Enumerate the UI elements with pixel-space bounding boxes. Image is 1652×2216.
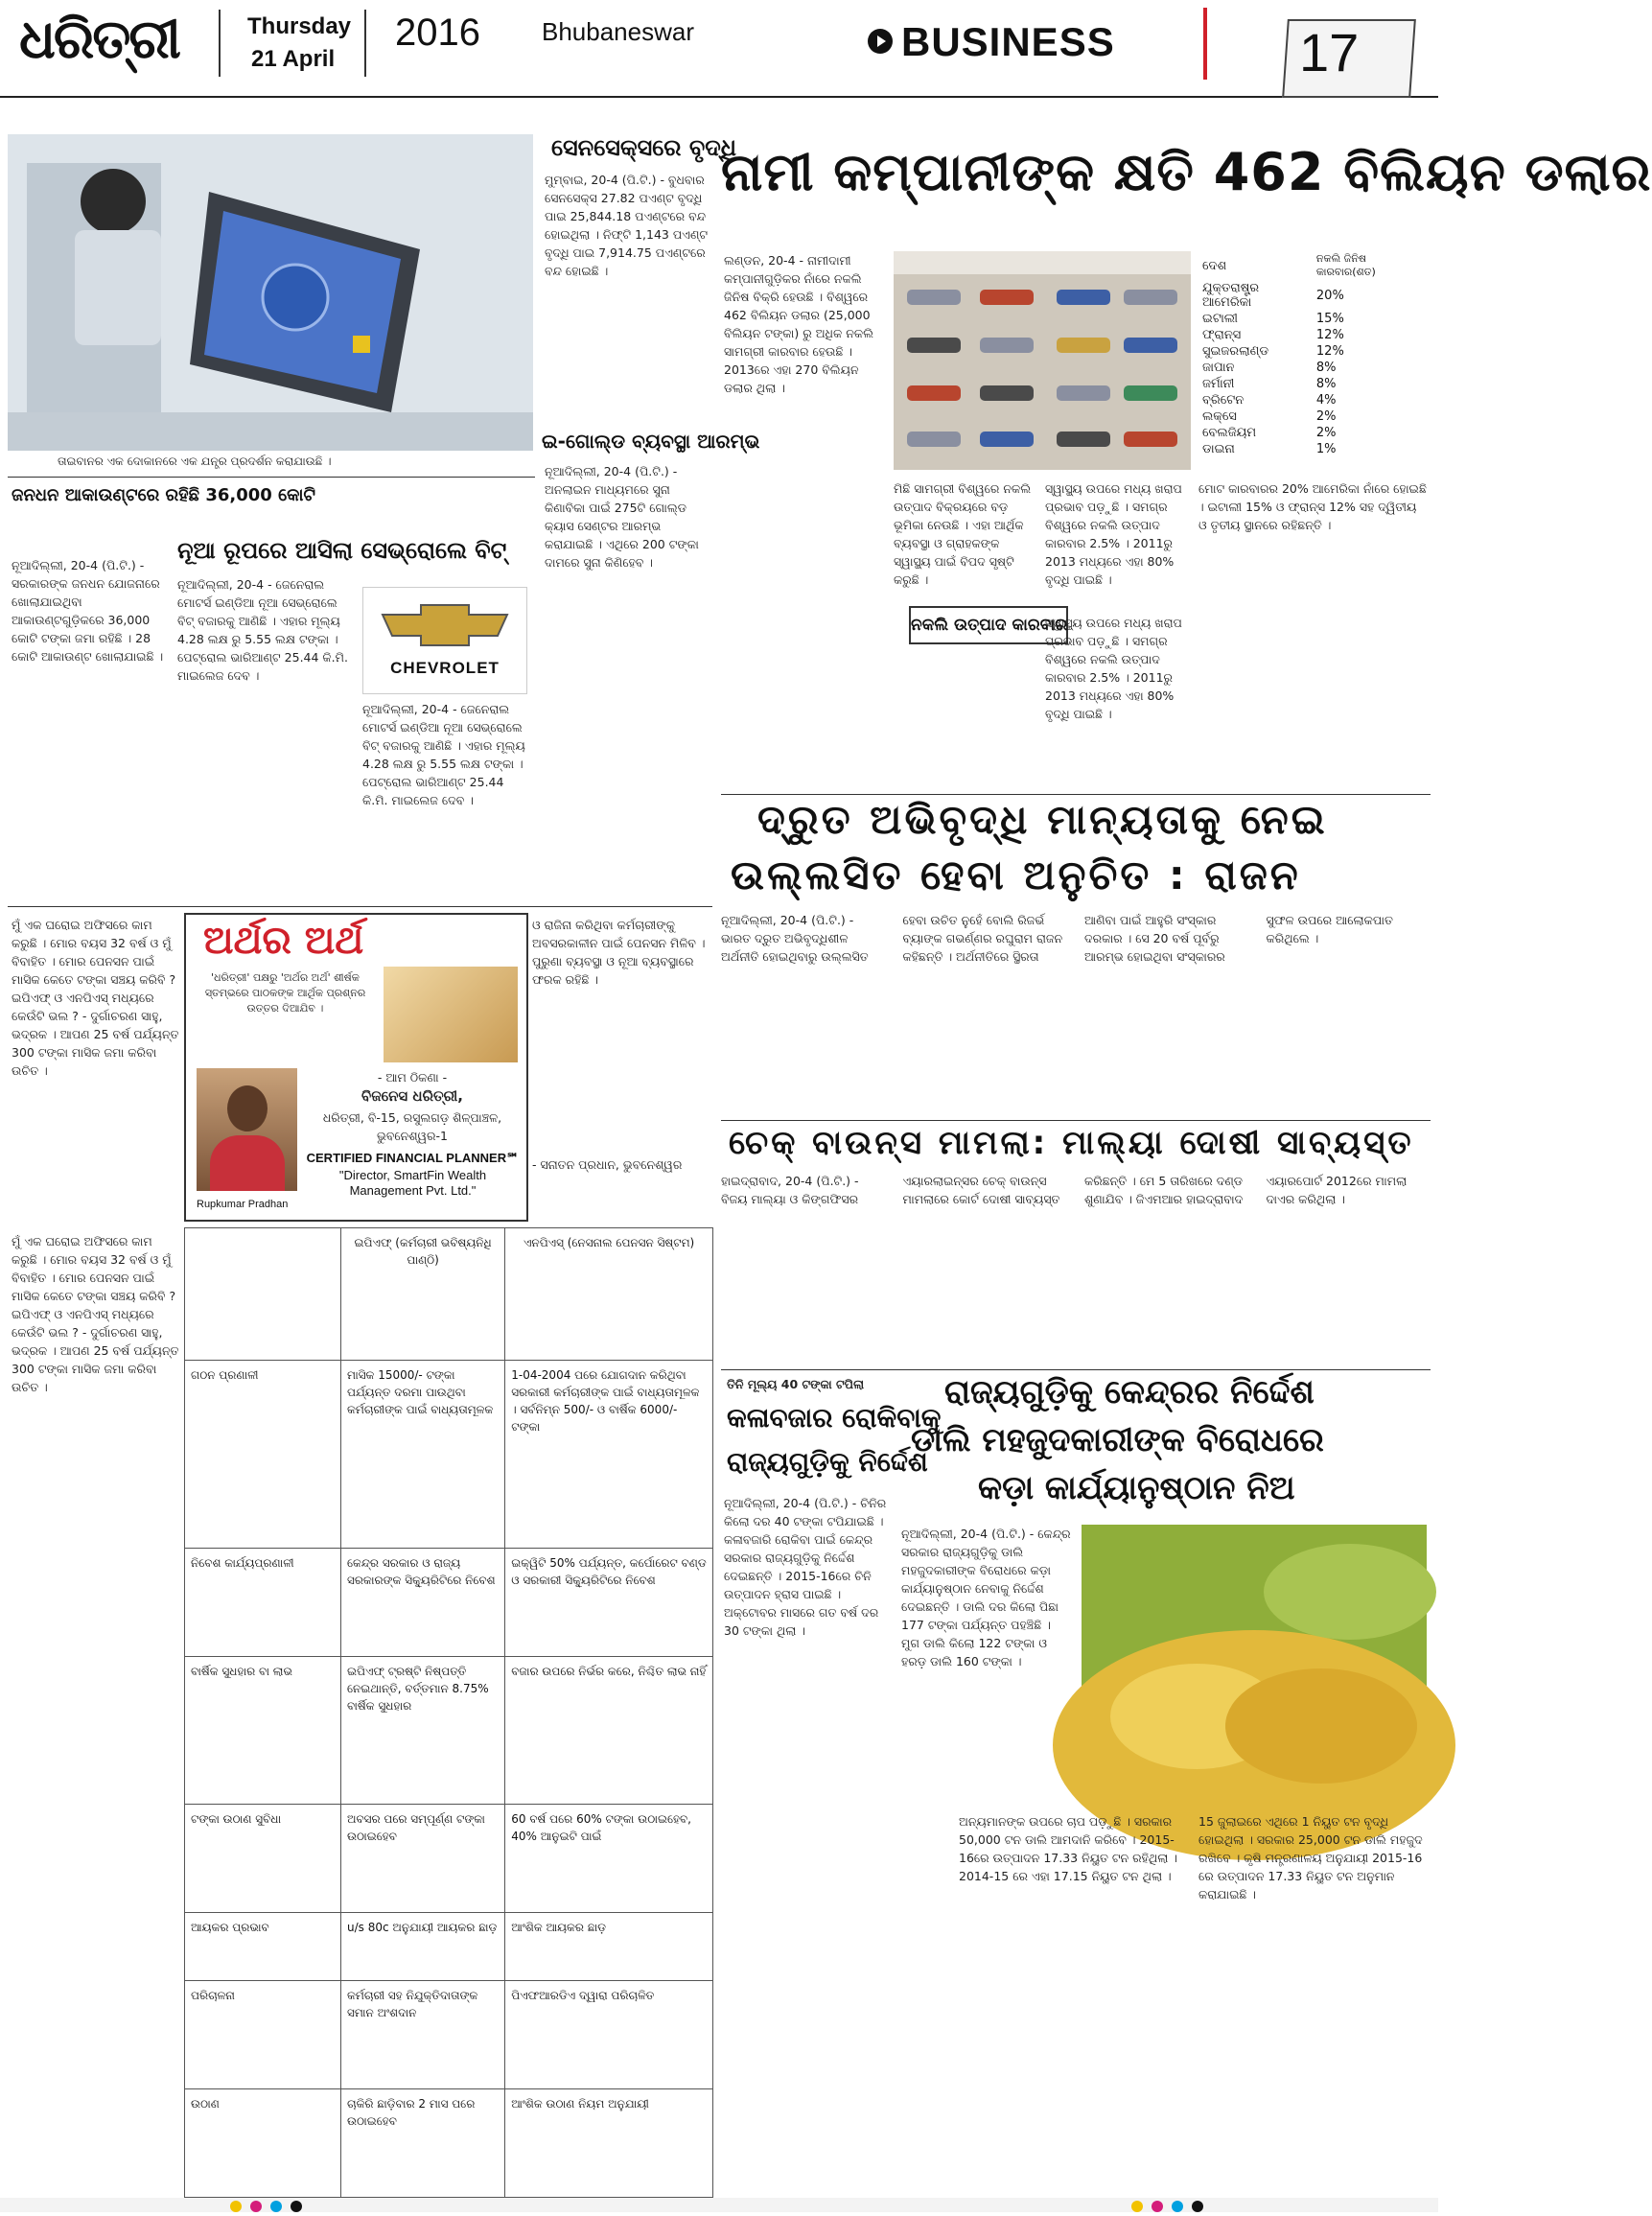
jandhan-headline: ଜନଧନ ଆକାଉଣ୍ଟରେ ରହିଛି 36,000 କୋଟି <box>12 485 315 505</box>
accent-bar <box>1203 8 1207 80</box>
country-share: 15% <box>1315 312 1344 326</box>
pension-cell-label: ଟଙ୍କା ଉଠାଣ ସୁବିଧା <box>185 1805 341 1913</box>
pension-cell-nps: ଇକ୍ୱିଟି 50% ପର୍ଯ୍ୟନ୍ତ, କର୍ପୋରେଟ ବଣ୍ଡ ଓ ସରକାରୀ ସିକ୍ୟୁରିଟିରେ ନିବେଶ <box>505 1548 713 1656</box>
lentils-illustration <box>1082 1525 1427 1803</box>
mallya-headline: ଚେକ୍ ବାଉନ୍ସ ମାମଲା: ମାଲ୍ୟା ଦୋଷୀ ସାବ୍ୟସ୍ତ <box>729 1124 1414 1162</box>
pension-cell-label: ଗଠନ ପ୍ରଣାଳୀ <box>185 1361 341 1549</box>
divider <box>721 794 1431 795</box>
country-name: ଡାଇନା <box>1202 442 1235 456</box>
cyan-dot-icon <box>270 2201 282 2212</box>
country-name: ବେଲଜିୟମ <box>1202 426 1257 440</box>
country-name: ଯୁକ୍ତରାଷ୍ଟ୍ର ଆମେରିକା <box>1202 281 1260 310</box>
pension-row <box>185 1981 713 2089</box>
arthara-person: Rupkumar Pradhan <box>197 1199 289 1210</box>
print-footer <box>0 2198 1438 2212</box>
pension-cell-epf: ଚାକିରି ଛାଡ଼ିବାର 2 ମାସ ପରେ ଉଠାଇହେବ <box>341 2089 505 2198</box>
arthara-signature: - ସନାତନ ପ୍ରଧାନ, ଭୁବନେଶ୍ୱର <box>532 1157 683 1172</box>
country-row <box>1198 360 1429 376</box>
pension-cell-nps: ବଜାର ଉପରେ ନିର୍ଭର କରେ, ନିଶ୍ଚିତ ଲାଭ ନାହିଁ <box>505 1656 713 1804</box>
arthara-cfp: CERTIFIED FINANCIAL PLANNER℠ <box>306 1151 520 1165</box>
kalabazari-headline-line1: କଳାବଜାର ରୋକିବାକୁ <box>727 1402 942 1434</box>
pension-cell-label: ବାର୍ଷିକ ସୁଧହାର ବା ଲାଭ <box>185 1656 341 1804</box>
country-row <box>1198 327 1429 343</box>
pension-col-epf: ଇପିଏଫ୍ (କର୍ମଚାରୀ ଭବିଷ୍ୟନିଧି ପାଣ୍ଠି) <box>341 1228 505 1361</box>
country-row <box>1198 392 1429 408</box>
portrait-head <box>227 1085 268 1131</box>
country-share: 2% <box>1315 409 1337 424</box>
country-row <box>1198 441 1429 457</box>
pension-cell-epf: u/s 80c ଅନୁଯାୟୀ ଆୟକର ଛାଡ଼ <box>341 1912 505 1980</box>
pension-col-nps: ଏନପିଏସ୍ (ନେସନାଲ ପେନସନ ସିଷ୍ଟମ) <box>505 1228 713 1361</box>
pension-row <box>185 1548 713 1656</box>
arthara-address-line1: ବିଜନେସ ଧରିତ୍ରୀ, <box>361 1087 463 1105</box>
rajan-headline-line1: ଦ୍ରୁତ ଅଭିବୃଦ୍ଧି ମାନ୍ୟତାକୁ ନେଇ <box>757 796 1328 843</box>
country-name: ଇଟାଲୀ <box>1202 312 1238 326</box>
fake-story-subhead: ନକଲି ଉତ୍ପାଦ କାରବାର <box>909 606 1068 644</box>
country-row <box>1198 425 1429 441</box>
masthead <box>0 0 1438 98</box>
rajan-headline-line2: ଉଲ୍ଲସିତ ହେବା ଅନୁଚିତ : ରାଜନ <box>731 851 1301 898</box>
rajan-body: ନୂଆଦିଲ୍ଲୀ, 20-4 (ପି.ଟି.) - ଭାରତ ଦ୍ରୁତ ଅଭିବୃଦ୍ଧିଶୀଳ ଅର୍ଥନୀତି ହୋଇଥିବାରୁ ଉଲ୍ଲସିତ ହେବା ଉଚିତ ନୁହେଁ ବୋଲି ରିଜର୍ଭ ବ୍ୟାଙ୍କ ଗଭର୍ଣ୍ଣର ରଘୁରାମ ରାଜନ କହିଛନ୍ତି । ଅର୍ଥନୀତିରେ ସ୍ଥିରତା ଆଣିବା ପାଇଁ ଆହୁରି ସଂସ୍କାର ଦରକାର । ସେ 20 ବର୍ଷ ପୂର୍ବରୁ ଆରମ୍ଭ ହୋଇଥିବା ସଂସ୍କାରର ସୁଫଳ ଉପରେ ଆଲୋକପାତ କରିଥିଲେ । <box>721 913 1393 964</box>
onion-kicker: ତିନି ମୂଲ୍ୟ 40 ଟଙ୍କା ଟପିଲା <box>727 1377 865 1391</box>
sensex-body: ମୁମ୍ବାଇ, 20-4 (ପି.ଟି.) - ବୁଧବାର ସେନସେକ୍ସ 27.82 ପଏଣ୍ଟ ବୃଦ୍ଧି ପାଇ 25,844.18 ପଏଣ୍ଟରେ ବନ୍ଦ ହୋଇଥିଲା । ନିଫ୍ଟି 1,143 ପଏଣ୍ଟ ବୃଦ୍ଧି ପାଇ 7,914.75 ପଏଣ୍ଟରେ ବନ୍ଦ ହୋଇଛି । <box>545 173 709 278</box>
shoe-shop-photo <box>894 251 1191 470</box>
newspaper-logo: ଧରିତ୍ରୀ <box>19 8 179 71</box>
portrait-body <box>210 1135 285 1191</box>
masthead-divider <box>219 10 221 77</box>
pension-cell-epf: ଇପିଏଫ୍ ଟ୍ରଷ୍ଟି ନିଷ୍ପତ୍ତି ନେଇଥାନ୍ତି, ବର୍ତ୍ତମାନ 8.75% ବାର୍ଷିକ ସୁଧହାର <box>341 1656 505 1804</box>
qa-question-top: ମୁଁ ଏକ ଘରୋଇ ଅଫିସରେ କାମ କରୁଛି । ମୋର ବୟସ 32 ବର୍ଷ ଓ ମୁଁ ବିବାହିତ । ମୋର ପେନସନ ପାଇଁ ମାସିକ କେତେ ଟଙ୍କା ସଞ୍ଚୟ କରିବି ? ଇପିଏଫ୍ ଓ ଏନପିଏସ୍ ମଧ୍ୟରେ କେଉଁଟି ଭଲ ? - ଦୁର୍ଗାଚରଣ ସାହୁ, ଭଦ୍ରକ । ଆପଣ 25 ବର୍ଷ ପର୍ଯ୍ୟନ୍ତ 300 ଟଙ୍କା ମାସିକ ଜମା କରିବା ଉଚିତ । <box>12 918 179 1078</box>
dal-body-left: ନୂଆଦିଲ୍ଲୀ, 20-4 (ପି.ଟି.) - କେନ୍ଦ୍ର ସରକାର ରାଜ୍ୟଗୁଡ଼ିକୁ ଡାଲି ମହଜୁଦକାରୀଙ୍କ ବିରୋଧରେ କଡ଼ା କାର୍ଯ୍ୟାନୁଷ୍ଠାନ ନେବାକୁ ନିର୍ଦ୍ଦେଶ ଦେଇଛନ୍ତି । ଡାଲି ଦର କିଲୋ ପିଛା 177 ଟଙ୍କା ପର୍ଯ୍ୟନ୍ତ ପହଞ୍ଚିଛି । ମୁଗ ଡାଲି କିଲୋ 122 ଟଙ୍କା ଓ ହରଡ଼ ଡାଲି 160 ଟଙ୍କା । <box>901 1527 1071 1668</box>
fake-story-col4: ମୋଟ କାରବାରର 20% ଆମେରିକା ନାଁରେ ହୋଇଛି । ଇଟାଲୀ 15% ଓ ଫ୍ରାନ୍ସ 12% ସହ ଦ୍ୱିତୀୟ ଓ ତୃତୀୟ ସ୍ଥାନରେ ରହିଛନ୍ତି । <box>1198 481 1427 532</box>
kalabazari-headline-line2: ରାଜ୍ୟଗୁଡ଼ିକୁ ନିର୍ଦ୍ଦେଶ <box>727 1446 928 1478</box>
pension-cell-nps: ଆଂଶିକ ଆୟକର ଛାଡ଼ <box>505 1912 713 1980</box>
photo-caption: ତାଇବାନର ଏକ ଦୋକାନରେ ଏକ ଯନ୍ତ୍ର ପ୍ରଦର୍ଶନ କରାଯାଉଛି । <box>58 455 332 468</box>
arthara-address-line2: ଧରିତ୍ରୀ, ବି-15, ରସୁଲଗଡ଼ ଶିଳ୍ପାଞ୍ଚଳ, <box>322 1110 502 1125</box>
pension-row <box>185 1805 713 1913</box>
country-share: 20% <box>1315 288 1344 303</box>
pension-cell-epf: ଅବସର ପରେ ସମ୍ପୂର୍ଣ୍ଣ ଟଙ୍କା ଉଠାଇହେବ <box>341 1805 505 1913</box>
chevrolet-logo-text: CHEVROLET <box>390 659 500 677</box>
pension-row <box>185 1361 713 1549</box>
chevrolet-bowtie-icon <box>363 588 526 655</box>
pension-cell-label: ନିବେଶ କାର୍ଯ୍ୟପ୍ରଣାଳୀ <box>185 1548 341 1656</box>
arthara-designation: "Director, SmartFin Wealth Management Pvt. Ltd." <box>338 1168 487 1198</box>
arthara-address-head: - ଆମ ଠିକଣା - <box>377 1070 448 1085</box>
dal-body-right: 15 ଜୁଲାଇରେ ଏଥିରେ 1 ନିୟୁତ ଟନ ବୃଦ୍ଧି ହୋଇଥିଲା । ସରକାର 25,000 ଟନ ଡାଲି ମହଜୁଦ ରଖିବେ । କୃଷି ମନ୍ତ୍ରଣାଳୟ ଅନୁଯାୟୀ 2015-16 ରେ ଉତ୍ପାଦନ 17.33 ନିୟୁତ ଟନ ଅନୁମାନ କରାଯାଇଛି । <box>1198 1814 1423 1901</box>
country-name: ବ୍ରିଟେନ <box>1202 393 1245 408</box>
masthead-day: Thursday <box>247 13 352 39</box>
masthead-date: 21 April <box>251 46 336 72</box>
fake-story-col1: ଲଣ୍ଡନ, 20-4 - ନାମୀଦାମୀ କମ୍ପାନୀଗୁଡ଼ିକର ନାଁରେ ନକଲି ଜିନିଷ ବିକ୍ରି ହେଉଛି । ବିଶ୍ୱରେ 462 ବିଲିୟନ ଡଲାର (25,000 ବିଲିୟନ ଟଙ୍କା) ରୁ ଅଧିକ ନକଲି ସାମଗ୍ରୀ କାରବାର ହେଉଛି । 2013ରେ ଏହା 270 ବିଲିୟନ ଡଲାର ଥିଲା । <box>724 253 873 395</box>
pension-cell-epf: ମାସିକ 15000/- ଟଙ୍କା ପର୍ଯ୍ୟନ୍ତ ଦରମା ପାଉଥିବା କର୍ମଚାରୀଙ୍କ ପାଇଁ ବାଧ୍ୟତାମୂଳକ <box>341 1361 505 1549</box>
country-share: 8% <box>1315 361 1337 375</box>
jandhan-body: ନୂଆଦିଲ୍ଲୀ, 20-4 (ପି.ଟି.) - ସରକାରଙ୍କ ଜନଧନ ଯୋଜନାରେ ଖୋଲାଯାଇଥିବା ଆକାଉଣ୍ଟଗୁଡ଼ିକରେ 36,000 କୋଟି ଟଙ୍କା ଜମା ରହିଛି । 28 କୋଟି ଆକାଉଣ୍ଟ ଖୋଲାଯାଇଛି । <box>12 558 164 664</box>
fake-story-col3b: ସ୍ୱାସ୍ଥ୍ୟ ଉପରେ ମଧ୍ୟ ଖରାପ ପ୍ରଭାବ ପଡ଼ୁଛି । ସମଗ୍ର ବିଶ୍ୱରେ ନକଲି ଉତ୍ପାଦ କାରବାର 2.5% । 2011ରୁ 2013 ମଧ୍ୟରେ ଏହା 80% ବୃଦ୍ଧି ପାଇଛି । <box>1045 616 1182 721</box>
country-name: ଲକ୍ସେ <box>1202 409 1237 424</box>
black-dot-icon <box>1192 2201 1203 2212</box>
arthara-answer: ଓ ରାଜିନା କରିଥିବା କର୍ମଚାରୀଙ୍କୁ ଅବସରକାଳୀନ ପାଇଁ ପେନସନ ମିଳିବ । ପୁରୁଣା ବ୍ୟବସ୍ଥା ଓ ନୂଆ ବ୍ୟବସ୍ଥାରେ ଫରକ ରହିଛି । <box>532 918 706 987</box>
machine-photo-illustration <box>8 134 533 451</box>
main-headline: ନାମୀ କମ୍ପାନୀଙ୍କ କ୍ଷତି 462 ବିଲିୟନ ଡଲାର <box>721 142 1652 202</box>
masthead-year: 2016 <box>395 12 480 54</box>
country-name: ଫ୍ରାନ୍ସ <box>1202 328 1242 342</box>
black-dot-icon <box>291 2201 302 2212</box>
egold-headline: ଇ-ଗୋଲ୍ଡ ବ୍ୟବସ୍ଥା ଆରମ୍ଭ <box>542 430 760 453</box>
section-title: BUSINESS <box>901 19 1115 64</box>
money-fan-image <box>384 967 518 1062</box>
country-name: ଜର୍ମାନୀ <box>1202 377 1235 391</box>
country-share: 2% <box>1315 426 1337 440</box>
pension-row <box>185 1912 713 1980</box>
country-row <box>1198 343 1429 360</box>
country-row <box>1198 280 1429 311</box>
egold-body: ନୂଆଦିଲ୍ଲୀ, 20-4 (ପି.ଟି.) - ଅନଲାଇନ ମାଧ୍ୟମରେ ସୁନା କିଣାବିକା ପାଇଁ 275ଟି ଗୋଲ୍ଡ କ୍ୟାସ ସେଣ୍ଟର ଆରମ୍ଭ କରାଯାଇଛି । ଏଥିରେ 200 ଟଙ୍କା ଦାମରେ ସୁନା କିଣିହେବ । <box>545 464 699 570</box>
chevrolet-logo <box>362 587 527 694</box>
country-name: ସୁଇଜରଲାଣ୍ଡ <box>1202 344 1269 359</box>
pension-cell-nps: 1-04-2004 ପରେ ଯୋଗଦାନ କରିଥିବା ସରକାରୀ କର୍ମଚାରୀଙ୍କ ପାଇଁ ବାଧ୍ୟତାମୂଳକ । ସର୍ବନିମ୍ନ 500/- ଓ ବାର୍ଷିକ 6000/- ଟଙ୍କା <box>505 1361 713 1549</box>
arthara-blurb: 'ଧରିତ୍ରୀ' ପକ୍ଷରୁ 'ଅର୍ଥର ଅର୍ଥ' ଶୀର୍ଷକ ସ୍ତମ୍ଭରେ ପାଠକଙ୍କ ଆର୍ଥିକ ପ୍ରଶ୍ନର ଉତ୍ତର ଦିଆଯିବ । <box>204 971 366 1015</box>
pension-cell-label: ଆୟକର ପ୍ରଭାବ <box>185 1912 341 1980</box>
dal-body-mid: ଅନ୍ୟମାନଙ୍କ ଉପରେ ଚାପ ପଡ଼ୁଛି । ସରକାର 50,000 ଟନ ଡାଲି ଆମଦାନି କରିବେ । 2015-16ରେ ଉତ୍ପାଦନ 17.33 ନିୟୁତ ଟନ ରହିଥିଲା । 2014-15 ରେ ଏହା 17.15 ନିୟୁତ ଟନ ଥିଲା । <box>959 1814 1177 1883</box>
magenta-dot-icon <box>1152 2201 1163 2212</box>
country-name: ଜାପାନ <box>1202 361 1235 375</box>
country-share: 12% <box>1315 328 1344 342</box>
chevrolet-headline: ନୂଆ ରୂପରେ ଆସିଲା ସେଭ୍ରୋଲେ ବିଟ୍ <box>177 537 507 564</box>
country-share: 8% <box>1315 377 1337 391</box>
country-row <box>1198 311 1429 327</box>
kalabazari-body: ନୂଆଦିଲ୍ଲୀ, 20-4 (ପି.ଟି.) - ଚିନିର କିଲୋ ଦର 40 ଟଙ୍କା ଟପିଯାଇଛି । କଳାବଜାରି ରୋକିବା ପାଇଁ କେନ୍ଦ୍ର ସରକାର ରାଜ୍ୟଗୁଡ଼ିକୁ ନିର୍ଦ୍ଦେଶ ଦେଇଛନ୍ତି । 2015-16ରେ ଚିନି ଉତ୍ପାଦନ ହ୍ରାସ ପାଇଛି । ଅକ୍ଟୋବର ମାସରେ ଗତ ବର୍ଷ ଦର 30 ଟଙ୍କା ଥିଲା । <box>724 1496 887 1638</box>
divider <box>721 1120 1431 1121</box>
fake-story-col2: ମିଛି ସାମଗ୍ରୀ ବିଶ୍ୱରେ ନକଲି ଉତ୍ପାଦ ବିକ୍ରୟରେ ବଡ଼ ଭୂମିକା ନେଉଛି । ଏହା ଆର୍ଥିକ ବ୍ୟବସ୍ଥା ଓ ଗ୍ରାହକଙ୍କ ସ୍ୱାସ୍ଥ୍ୟ ପାଇଁ ବିପଦ ସୃଷ୍ଟି କରୁଛି । <box>894 481 1032 587</box>
pension-table <box>184 1227 713 2198</box>
dal-headline-line3: କଡ଼ା କାର୍ଯ୍ୟାନୁଷ୍ଠାନ ନିଅ <box>978 1469 1295 1507</box>
country-table-header-share: ନକଲି ଜିନିଷ କାରବାର(ଶତ) <box>1315 252 1376 278</box>
machine-photo <box>8 134 533 451</box>
country-share: 12% <box>1315 344 1344 359</box>
pension-row <box>185 2089 713 2198</box>
pension-cell-epf: କର୍ମଚାରୀ ସହ ନିଯୁକ୍ତିଦାତାଙ୍କ ସମାନ ଅଂଶଦାନ <box>341 1981 505 2089</box>
dal-headline-line2: ଡାଲି ମହଜୁଦକାରୀଙ୍କ ବିରୋଧରେ <box>911 1421 1324 1459</box>
pension-cell-epf: କେନ୍ଦ୍ର ସରକାର ଓ ରାଜ୍ୟ ସରକାରଙ୍କ ସିକ୍ୟୁରିଟିରେ ନିବେଶ <box>341 1548 505 1656</box>
divider <box>721 1369 1431 1370</box>
yellow-dot-icon <box>1131 2201 1143 2212</box>
shoe-shop-illustration <box>894 251 1191 470</box>
pension-cell-nps: 60 ବର୍ଷ ପରେ 60% ଟଙ୍କା ଉଠାଇହେବ, 40% ଆନୁଇଟି ପାଇଁ <box>505 1805 713 1913</box>
pension-row <box>185 1656 713 1804</box>
pension-cell-nps: ଆଂଶିକ ଉଠାଣ ନିୟମ ଅନୁଯାୟୀ <box>505 2089 713 2198</box>
masthead-city: Bhubaneswar <box>542 17 694 46</box>
arthara-title: ଅର୍ଥର ଅର୍ଥ <box>203 919 364 963</box>
country-row <box>1198 376 1429 392</box>
divider <box>8 477 535 478</box>
registration-marks <box>1131 2198 1207 2216</box>
country-share: 1% <box>1315 442 1337 456</box>
planner-portrait <box>197 1068 297 1191</box>
country-table <box>1198 251 1429 472</box>
lentils-photo <box>1082 1525 1427 1803</box>
country-row <box>1198 408 1429 425</box>
country-share: 4% <box>1315 393 1337 408</box>
pension-cell-label: ପରିଚାଳନା <box>185 1981 341 2089</box>
divider <box>8 906 712 907</box>
chevrolet-body-col1: ନୂଆଦିଲ୍ଲୀ, 20-4 - ଜେନେରାଲ ମୋଟର୍ସ ଇଣ୍ଡିଆ ନୂଆ ସେଭ୍ରୋଲେ ବିଟ୍ ବଜାରକୁ ଆଣିଛି । ଏହାର ମୂଲ୍ୟ 4.28 ଲକ୍ଷ ରୁ 5.55 ଲକ୍ଷ ଟଙ୍କା । ପେଟ୍ରୋଲ ଭାରିଆଣ୍ଟ 25.44 କି.ମି. ମାଇଲେଜ ଦେବ । <box>177 577 348 683</box>
chevrolet-body-col2: ନୂଆଦିଲ୍ଲୀ, 20-4 - ଜେନେରାଲ ମୋଟର୍ସ ଇଣ୍ଡିଆ ନୂଆ ସେଭ୍ରୋଲେ ବିଟ୍ ବଜାରକୁ ଆଣିଛି । ଏହାର ମୂଲ୍ୟ 4.28 ଲକ୍ଷ ରୁ 5.55 ଲକ୍ଷ ଟଙ୍କା । ପେଟ୍ରୋଲ ଭାରିଆଣ୍ଟ 25.44 କି.ମି. ମାଇଲେଜ ଦେବ । <box>362 702 525 807</box>
pension-table-corner <box>185 1228 341 1361</box>
mallya-body: ହାଇଦ୍ରାବାଦ, 20-4 (ପି.ଟି.) - ବିଜୟ ମାଲ୍ୟା ଓ କିଙ୍ଗଫିସର ଏୟାରଲାଇନ୍ସର ଚେକ୍ ବାଉନ୍ସ ମାମଲାରେ କୋର୍ଟ ଦୋଷୀ ସାବ୍ୟସ୍ତ କରିଛନ୍ତି । ମେ 5 ତାରିଖରେ ଦଣ୍ଡ ଶୁଣାଯିବ । ଜିଏମଆର ହାଇଦ୍ରାବାଦ ଏୟାରପୋର୍ଟ 2012ରେ ମାମଲା ଦାଏର କରିଥିଲା । <box>721 1174 1408 1206</box>
page-number: 17 <box>1299 22 1360 82</box>
country-table-header-country: ଦେଶ <box>1202 258 1227 273</box>
yellow-dot-icon <box>230 2201 242 2212</box>
magenta-dot-icon <box>250 2201 262 2212</box>
cyan-dot-icon <box>1172 2201 1183 2212</box>
masthead-divider <box>364 10 366 77</box>
fake-story-col3: ସ୍ୱାସ୍ଥ୍ୟ ଉପରେ ମଧ୍ୟ ଖରାପ ପ୍ରଭାବ ପଡ଼ୁଛି । ସମଗ୍ର ବିଶ୍ୱରେ ନକଲି ଉତ୍ପାଦ କାରବାର 2.5% । 2011ରୁ 2013 ମଧ୍ୟରେ ଏହା 80% ବୃଦ୍ଧି ପାଇଛି । <box>1045 481 1182 587</box>
pension-cell-label: ଉଠାଣ <box>185 2089 341 2198</box>
pension-cell-nps: ପିଏଫଆରଡିଏ ଦ୍ୱାରା ପରିଚାଳିତ <box>505 1981 713 2089</box>
qa-column: ମୁଁ ଏକ ଘରୋଇ ଅଫିସରେ କାମ କରୁଛି । ମୋର ବୟସ 32 ବର୍ଷ ଓ ମୁଁ ବିବାହିତ । ମୋର ପେନସନ ପାଇଁ ମାସିକ କେତେ ଟଙ୍କା ସଞ୍ଚୟ କରିବି ? ଇପିଏଫ୍ ଓ ଏନପିଏସ୍ ମଧ୍ୟରେ କେଉଁଟି ଭଲ ? - ଦୁର୍ଗାଚରଣ ସାହୁ, ଭଦ୍ରକ । ଆପଣ 25 ବର୍ଷ ପର୍ଯ୍ୟନ୍ତ 300 ଟଙ୍କା ମାସିକ ଜମା କରିବା ଉଚିତ । <box>12 1234 179 1394</box>
dal-headline-line1: ରାଜ୍ୟଗୁଡ଼ିକୁ କେନ୍ଦ୍ରର ନିର୍ଦ୍ଦେଶ <box>944 1373 1315 1411</box>
play-icon <box>868 29 893 54</box>
sensex-headline: ସେନସେକ୍ସରେ ବୃଦ୍ଧି <box>551 134 736 161</box>
arthara-address-line3: ଭୁବନେଶ୍ୱର-1 <box>377 1129 448 1143</box>
registration-marks <box>230 2198 306 2216</box>
